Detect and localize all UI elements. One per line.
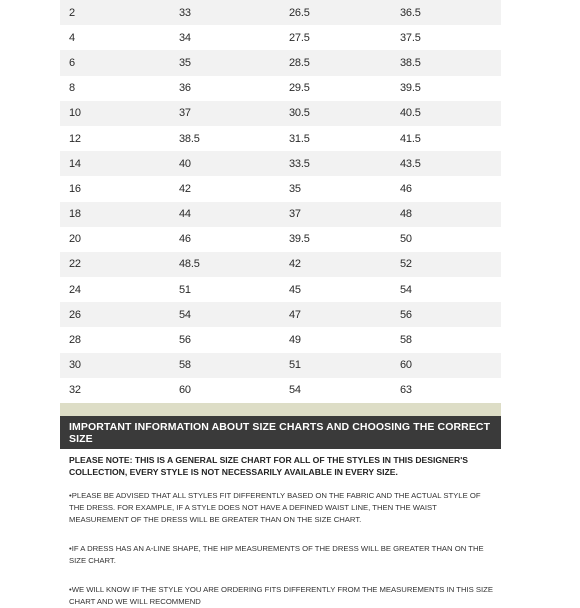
table-row — [60, 378, 501, 403]
table-cell: 48 — [391, 202, 501, 227]
table-cell: 4 — [60, 25, 170, 50]
size-chart-body — [60, 0, 501, 403]
table-cell: 22 — [60, 252, 170, 277]
table-cell: 10 — [60, 101, 170, 126]
table-row — [60, 202, 501, 227]
table-cell: 36 — [170, 76, 280, 101]
table-cell: 28 — [60, 327, 170, 352]
table-row — [60, 126, 501, 151]
recommendation-note: •WE WILL KNOW IF THE STYLE YOU ARE ORDERING FITS DIFFERENTLY FROM THE MEASUREMENTS IN THIS SIZE CHART AND WE WILL RECOMMEND — [69, 585, 493, 606]
table-cell: 46 — [170, 227, 280, 252]
a-line-note: •IF A DRESS HAS AN A-LINE SHAPE, THE HIP MEASUREMENTS OF THE DRESS WILL BE GREATER THAN ON THE SIZE CHART. — [69, 544, 484, 565]
table-cell: 12 — [60, 126, 170, 151]
table-row — [60, 277, 501, 302]
table-cell: 34 — [170, 25, 280, 50]
info-heading — [60, 416, 501, 449]
table-cell: 49 — [280, 327, 391, 352]
table-cell: 31.5 — [280, 126, 391, 151]
table-cell: 40 — [170, 151, 280, 176]
table-cell: 37 — [170, 101, 280, 126]
table-cell: 6 — [60, 50, 170, 75]
table-cell: 38.5 — [170, 126, 280, 151]
table-row — [60, 151, 501, 176]
table-cell: 42 — [170, 176, 280, 201]
table-cell: 2 — [60, 0, 170, 25]
size-chart-table — [60, 0, 501, 403]
table-cell: 40.5 — [391, 101, 501, 126]
table-cell: 63 — [391, 378, 501, 403]
table-cell: 50 — [391, 227, 501, 252]
table-cell: 43.5 — [391, 151, 501, 176]
table-cell: 56 — [391, 302, 501, 327]
table-cell: 60 — [170, 378, 280, 403]
size-chart-sheet — [60, 0, 501, 608]
general-note: PLEASE NOTE: THIS IS A GENERAL SIZE CHART FOR ALL OF THE STYLES IN THIS DESIGNER'S COLLECTION, EVERY STYLE IS NOT NECESSARILY AVAILABLE IN EVERY SIZE. — [69, 455, 468, 477]
table-cell: 26.5 — [280, 0, 391, 25]
table-row — [60, 0, 501, 25]
table-cell: 30 — [60, 353, 170, 378]
table-cell: 51 — [170, 277, 280, 302]
table-cell: 24 — [60, 277, 170, 302]
table-cell: 37.5 — [391, 25, 501, 50]
table-cell: 37 — [280, 202, 391, 227]
info-heading-text: IMPORTANT INFORMATION ABOUT SIZE CHARTS AND CHOOSING THE CORRECT SIZE — [69, 420, 491, 445]
table-cell: 35 — [170, 50, 280, 75]
table-cell: 45 — [280, 277, 391, 302]
table-cell: 33.5 — [280, 151, 391, 176]
table-cell: 42 — [280, 252, 391, 277]
table-cell: 30.5 — [280, 101, 391, 126]
table-cell: 54 — [170, 302, 280, 327]
table-cell: 54 — [280, 378, 391, 403]
table-row — [60, 252, 501, 277]
table-cell: 58 — [170, 353, 280, 378]
table-cell: 28.5 — [280, 50, 391, 75]
table-cell: 18 — [60, 202, 170, 227]
table-cell: 36.5 — [391, 0, 501, 25]
table-row — [60, 353, 501, 378]
table-cell: 20 — [60, 227, 170, 252]
table-cell: 39.5 — [280, 227, 391, 252]
table-cell: 14 — [60, 151, 170, 176]
table-row — [60, 25, 501, 50]
table-row — [60, 76, 501, 101]
table-cell: 58 — [391, 327, 501, 352]
info-body — [60, 449, 501, 608]
table-cell: 47 — [280, 302, 391, 327]
table-cell: 38.5 — [391, 50, 501, 75]
table-cell: 48.5 — [170, 252, 280, 277]
table-row — [60, 101, 501, 126]
table-row — [60, 227, 501, 252]
table-row — [60, 50, 501, 75]
fit-note: •PLEASE BE ADVISED THAT ALL STYLES FIT DIFFERENTLY BASED ON THE FABRIC AND THE ACTUAL STYLE OF THE DRESS. FOR EXAMPLE, IF A STYLE DOES NOT HAVE A DEFINED WAIST LINE, THEN THE WAIST MEASUREMENT OF THE DRESS WILL BE GREATER THAN ON THE SIZE CHART. — [69, 491, 481, 524]
table-cell: 56 — [170, 327, 280, 352]
table-cell: 26 — [60, 302, 170, 327]
table-cell: 44 — [170, 202, 280, 227]
table-row — [60, 327, 501, 352]
table-cell: 60 — [391, 353, 501, 378]
table-cell: 35 — [280, 176, 391, 201]
table-cell: 52 — [391, 252, 501, 277]
table-cell: 29.5 — [280, 76, 391, 101]
table-cell: 33 — [170, 0, 280, 25]
table-row — [60, 302, 501, 327]
table-cell: 16 — [60, 176, 170, 201]
table-cell: 27.5 — [280, 25, 391, 50]
table-cell: 51 — [280, 353, 391, 378]
table-cell: 46 — [391, 176, 501, 201]
table-cell: 39.5 — [391, 76, 501, 101]
table-cell: 32 — [60, 378, 170, 403]
table-cell: 41.5 — [391, 126, 501, 151]
table-cell: 54 — [391, 277, 501, 302]
table-cell: 8 — [60, 76, 170, 101]
table-footer-band — [60, 403, 501, 416]
table-row — [60, 176, 501, 201]
